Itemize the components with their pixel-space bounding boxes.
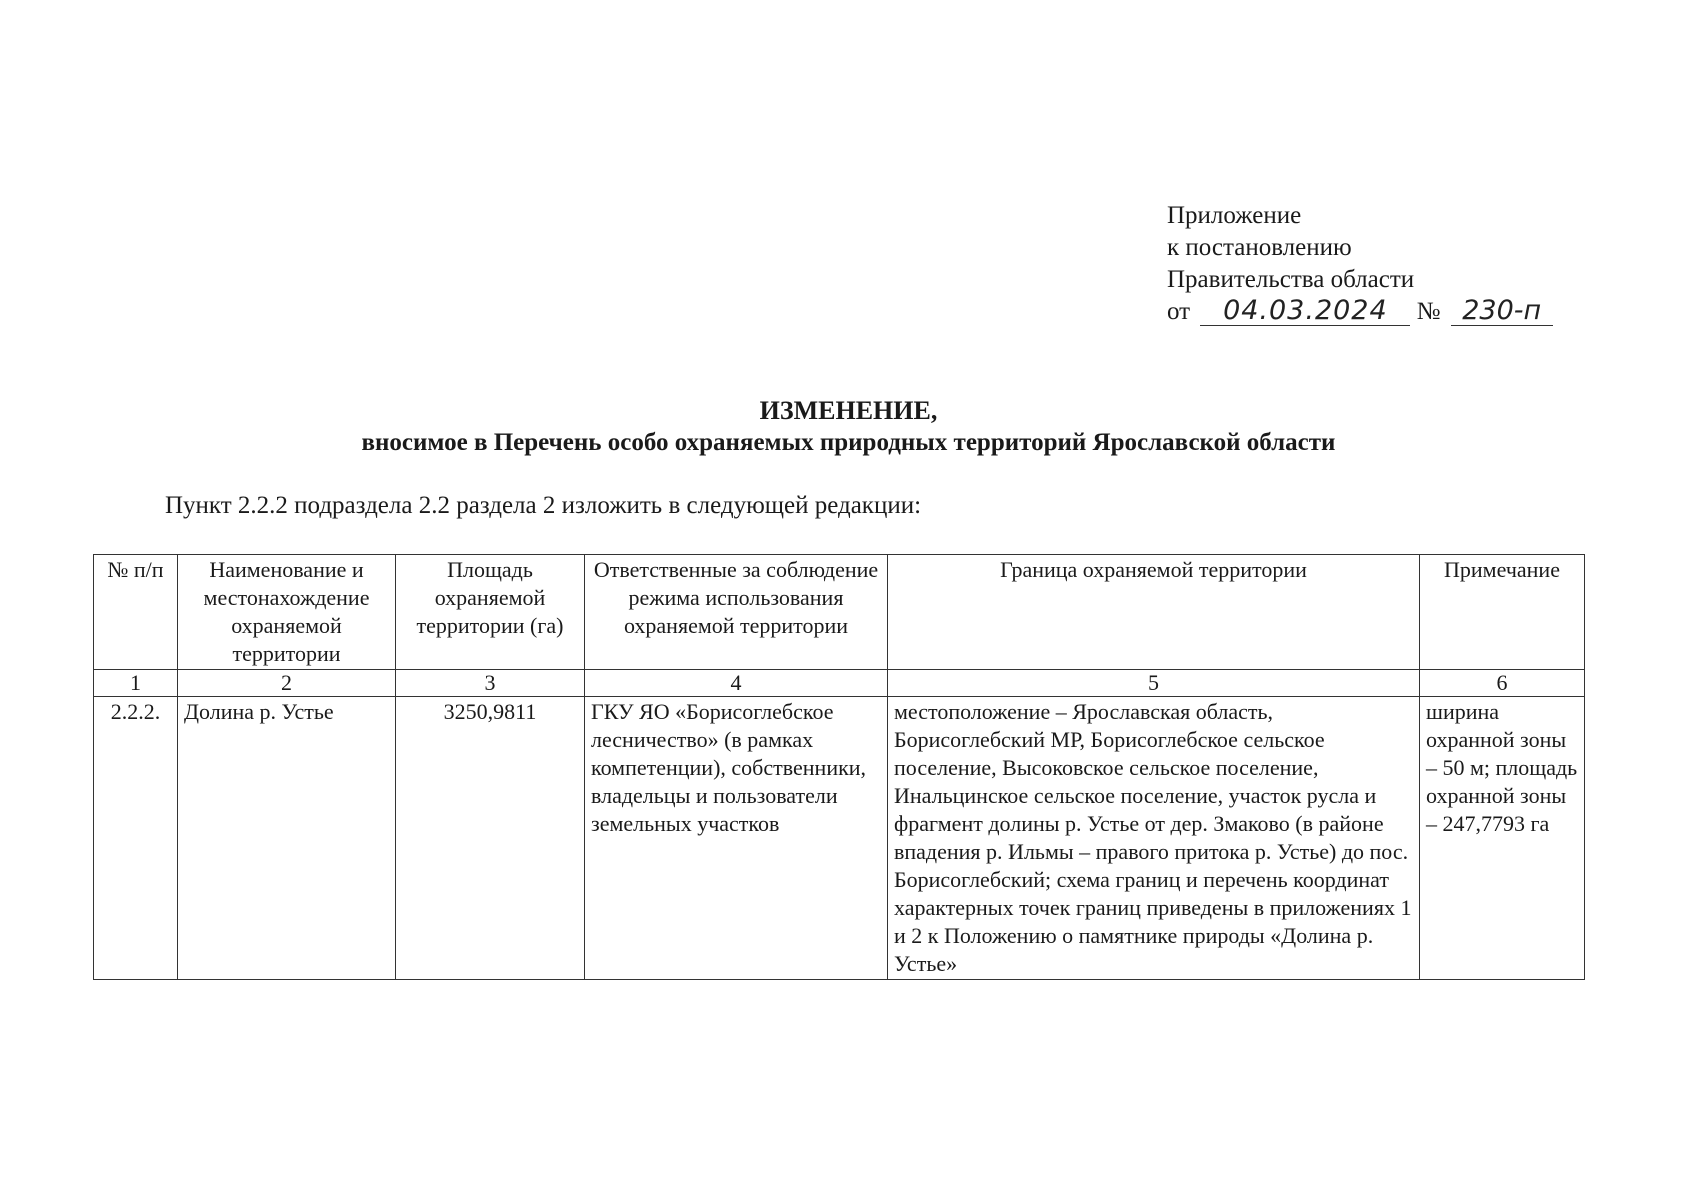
handwritten-number: 230-п bbox=[1451, 297, 1553, 326]
header-cell: Граница охраняемой территории bbox=[888, 555, 1420, 670]
header-cell: № п/п bbox=[94, 555, 178, 670]
row-name-cell: Долина р. Устье bbox=[178, 697, 396, 980]
column-number-row bbox=[94, 670, 1585, 697]
appendix-line-1: Приложение bbox=[1167, 202, 1302, 229]
column-number-cell: 4 bbox=[585, 670, 888, 697]
header-cell: Наименование и местонахождение охраняемой территории bbox=[178, 555, 396, 670]
table-row bbox=[94, 697, 1585, 980]
row-responsible-cell: ГКУ ЯО «Борисоглебское лесничество» (в рамках компетенции), собственники, владельцы и пользователи земельных участков bbox=[585, 697, 888, 980]
from-label: от bbox=[1167, 298, 1191, 325]
column-number-cell: 1 bbox=[94, 670, 178, 697]
table-header-row bbox=[94, 555, 1585, 670]
appendix-line-2: к постановлению bbox=[1167, 234, 1352, 261]
appendix-line-3: Правительства области bbox=[1167, 266, 1415, 293]
appendix-date-line bbox=[1167, 296, 1553, 328]
appendix-block bbox=[1167, 200, 1553, 328]
row-note-cell: ширина охранной зоны – 50 м; площадь охранной зоны – 247,7793 га bbox=[1420, 697, 1585, 980]
intro-paragraph: Пункт 2.2.2 подраздела 2.2 раздела 2 изложить в следующей редакции: bbox=[165, 492, 922, 519]
header-cell: Примечание bbox=[1420, 555, 1585, 670]
column-number-cell: 6 bbox=[1420, 670, 1585, 697]
row-area-cell: 3250,9811 bbox=[396, 697, 585, 980]
document-title: ИЗМЕНЕНИЕ, bbox=[759, 396, 938, 425]
document-subtitle: вносимое в Перечень особо охраняемых природных территорий Ярославской области bbox=[361, 429, 1336, 456]
number-label: № bbox=[1416, 298, 1441, 325]
column-number-cell: 5 bbox=[888, 670, 1420, 697]
column-number-cell: 3 bbox=[396, 670, 585, 697]
territory-table bbox=[93, 554, 1585, 980]
row-boundary-cell: местоположение – Ярославская область, Борисоглебский МР, Борисоглебское сельское поселение, Высоковское сельское поселение, Инальцинское сельское поселение, участок русла и фрагмент долины р. Устье от дер. Змаково (в районе впадения р. Ильмы – правого притока р. Устье) до пос. Борисоглебский; схема границ и перечень координат характерных точек границ приведены в приложениях 1 и 2 к Положению о памятнике природы «Долина р. Устье» bbox=[888, 697, 1420, 980]
header-cell: Площадь охраняемой территории (га) bbox=[396, 555, 585, 670]
header-cell: Ответственные за соблюдение режима использования охраняемой территории bbox=[585, 555, 888, 670]
handwritten-date: 04.03.2024 bbox=[1200, 297, 1410, 326]
row-number-cell: 2.2.2. bbox=[94, 697, 178, 980]
column-number-cell: 2 bbox=[178, 670, 396, 697]
